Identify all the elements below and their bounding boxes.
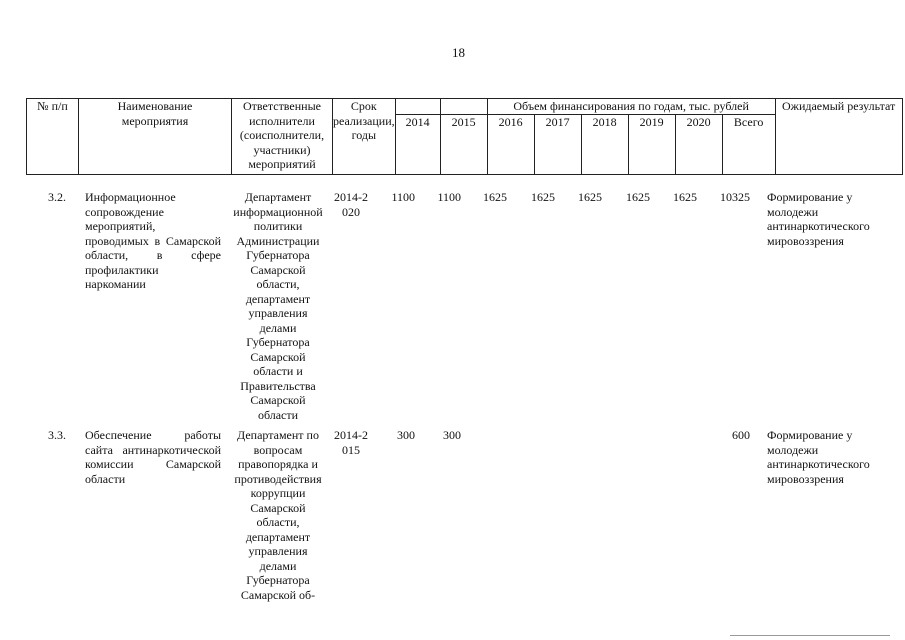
row-funding-2015: 300	[443, 428, 461, 442]
row-result: Формирование у молодежи антинаркотического мировоззрения	[767, 428, 870, 486]
row-funding-2017: 1625	[531, 190, 555, 204]
header-year-2015: 2015	[440, 115, 487, 175]
page-number: 18	[452, 45, 465, 60]
row-name: Обеспечение работы сайта антинаркотической комиссии Самарской области	[85, 428, 221, 486]
header-term: Срок реализации, годы	[333, 99, 396, 175]
header-name: Наименование мероприятия	[79, 99, 232, 175]
row-num: 3.3.	[48, 428, 66, 442]
header-year-2018: 2018	[581, 115, 628, 175]
row-funding-2019: 1625	[626, 190, 650, 204]
header-total: Всего	[722, 115, 775, 175]
footer-rule	[730, 635, 890, 636]
row-total: 10325	[720, 190, 750, 204]
header-num: № п/п	[27, 99, 79, 175]
header-year-2019: 2019	[628, 115, 675, 175]
row-funding-2014: 1100	[391, 190, 415, 204]
row-result: Формирование у молодежи антинаркотического мировоззрения	[767, 190, 870, 248]
header-year-2016: 2016	[487, 115, 534, 175]
row-total: 600	[732, 428, 750, 442]
row-name: Информационное сопровождение мероприятий, проводимых в Самарской области, в сфере профилактики наркомании	[85, 190, 221, 291]
header-executors: Ответственные исполнители (соисполнители, участники) мероприятий	[232, 99, 333, 175]
header-result: Ожидаемый результат	[775, 99, 902, 175]
row-funding-2014: 300	[397, 428, 415, 442]
header-year-2014: 2014	[395, 115, 440, 175]
header-funding: Объем финансирования по годам, тыс. рублей	[487, 99, 775, 115]
row-funding-2015: 1100	[437, 190, 461, 204]
row-term: 2014-2020	[334, 190, 368, 219]
table-header	[26, 98, 903, 175]
row-executors: Департамент информационной политики Администрации Губернатора Самарской области, департамент управления делами Губернатора Самарской области и Правительства Самарской области	[233, 190, 323, 422]
header-year-2020: 2020	[675, 115, 722, 175]
row-funding-2018: 1625	[578, 190, 602, 204]
row-funding-2020: 1625	[673, 190, 697, 204]
row-term: 2014-2015	[334, 428, 368, 457]
row-executors: Департамент по вопросам правопорядка и противодействия коррупции Самарской области, департамент управления делами Губернатора Самарской об-	[234, 428, 322, 602]
row-funding-2016: 1625	[483, 190, 507, 204]
header-year-2017: 2017	[534, 115, 581, 175]
row-num: 3.2.	[48, 190, 66, 204]
